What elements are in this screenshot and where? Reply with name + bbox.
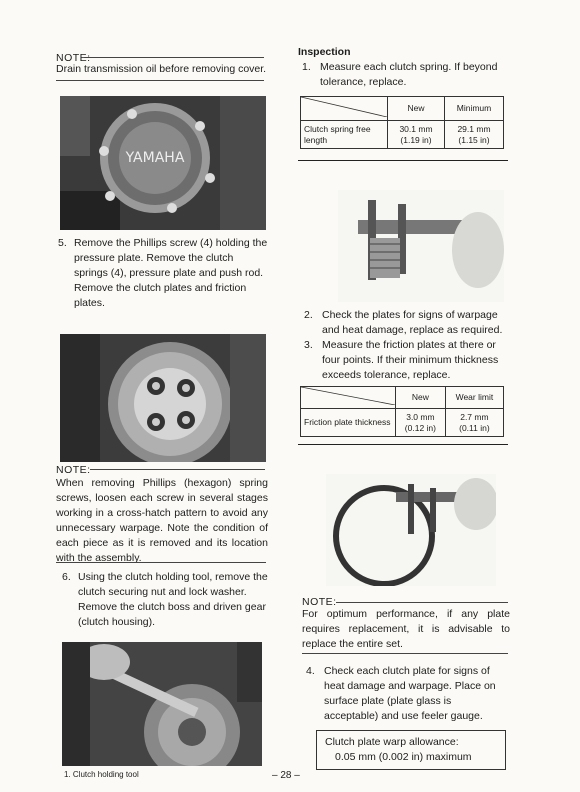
note-rule	[336, 602, 508, 603]
step-2-number: 2.	[304, 309, 313, 321]
column-header: Minimum	[445, 97, 504, 121]
warp-allowance-value: 0.05 mm (0.002 in) maximum	[335, 751, 472, 763]
photo-clutch-holding-tool	[62, 642, 262, 766]
step-5	[58, 236, 270, 311]
note-rule	[302, 653, 508, 654]
table-cell: 29.1 mm (1.15 in)	[445, 121, 504, 149]
step-6	[62, 570, 268, 630]
column-header: New	[388, 97, 445, 121]
inspection-step-4	[306, 664, 508, 724]
inspection-heading: Inspection	[298, 46, 351, 58]
friction-plate-table	[300, 386, 504, 437]
friction-plate-illustration	[326, 474, 496, 586]
column-header: Wear limit	[445, 387, 503, 409]
step-4-text: Check each clutch plate for signs of heat damage and warpage. Place on surface plate (plate glass is acceptable) and use feeler gauge.	[324, 665, 496, 722]
table-corner-cell	[301, 97, 388, 121]
note-heading-3: NOTE:	[302, 596, 337, 608]
clutch-holding-tool-illustration	[62, 642, 262, 766]
note-heading-1: NOTE:	[56, 52, 91, 64]
table-corner-cell	[301, 387, 396, 409]
note-text-1: Drain transmission oil before removing cover.	[56, 63, 267, 75]
table-cell: 30.1 mm (1.19 in)	[388, 121, 445, 149]
table-cell: 3.0 mm (0.12 in)	[396, 409, 446, 437]
note-heading-2: NOTE:	[56, 464, 91, 476]
row-label: Clutch spring free length	[301, 121, 388, 149]
inspection-step-2	[304, 308, 508, 338]
brand-mark: YAMAHA	[125, 150, 185, 166]
note-text-2: When removing Phillips (hexagon) spring screws, loosen each screw in several stages working in a cross-hatch pattern to avoid any unnecessary warpage. Note the condition of each piece as it is removed and its location with the assembly.	[56, 477, 268, 564]
spring-length-table	[300, 96, 504, 149]
step-5-number: 5.	[58, 237, 67, 249]
step-2-text: Check the plates for signs of warpage and heat damage, replace as required.	[322, 309, 503, 336]
inspection-step-1	[302, 60, 510, 90]
note-rule	[56, 562, 266, 563]
photo-pressure-plate	[60, 334, 266, 462]
diagonal-line	[301, 97, 387, 117]
table-cell: 2.7 mm (0.11 in)	[445, 409, 503, 437]
row-label: Friction plate thickness	[301, 409, 396, 437]
pressure-plate-illustration	[60, 334, 266, 462]
photo-clutch-cover	[60, 96, 266, 230]
note-rule	[56, 80, 264, 81]
warp-allowance-box	[316, 730, 506, 770]
diagonal-line	[301, 387, 395, 405]
clutch-cover-illustration	[60, 96, 266, 230]
step-6-number: 6.	[62, 571, 71, 583]
step-1-text: Measure each clutch spring. If beyond tolerance, replace.	[320, 61, 498, 88]
note-rule	[84, 57, 264, 58]
note-rule	[90, 469, 265, 470]
step-6-text: Using the clutch holding tool, remove the clutch securing nut and lock washer. Remove the clutch boss and driven gear (clutch housing).	[78, 571, 268, 628]
step-3-text: Measure the friction plates at there or four points. If their minimum thickness exceeds tolerance, replace.	[322, 339, 499, 381]
column-header: New	[396, 387, 446, 409]
caliper-spring-illustration	[338, 190, 504, 302]
step-5-text: Remove the Phillips screw (4) holding the pressure plate. Remove the clutch springs (4), pressure plate and push rod. Remove the clutch plates and friction plates.	[74, 237, 268, 309]
step-3-number: 3.	[304, 339, 313, 351]
step-1-number: 1.	[302, 61, 311, 73]
photo-caption: 1. Clutch holding tool	[64, 770, 139, 779]
note-text-3: For optimum performance, if any plate requires replacement, it is advisable to replace the entire set.	[302, 608, 510, 650]
page-number: – 28 –	[272, 770, 300, 781]
step-4-number: 4.	[306, 665, 315, 677]
section-rule	[298, 160, 508, 161]
photo-caliper-spring	[338, 190, 504, 302]
inspection-step-3	[304, 338, 508, 383]
section-rule	[298, 444, 508, 445]
photo-friction-plate	[326, 474, 496, 586]
warp-allowance-label: Clutch plate warp allowance:	[325, 736, 459, 748]
